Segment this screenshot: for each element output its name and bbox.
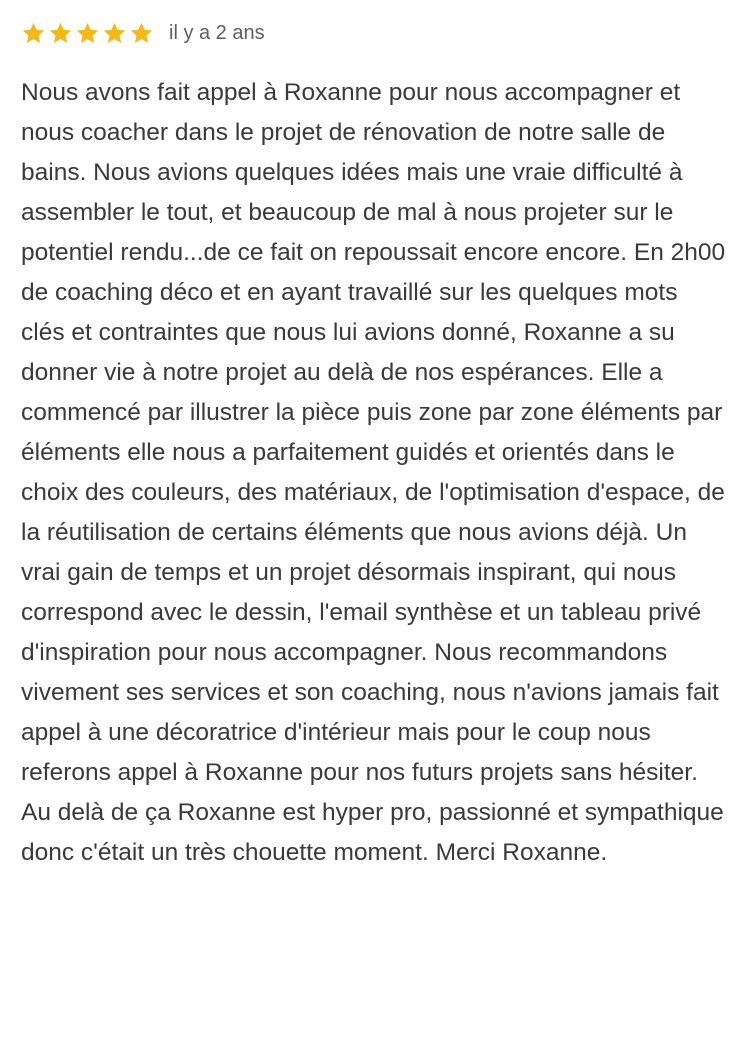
star-icon <box>21 21 46 46</box>
star-icon <box>75 21 100 46</box>
review-date: il y a 2 ans <box>169 22 265 44</box>
star-rating <box>21 21 154 46</box>
star-icon <box>129 21 154 46</box>
review-card <box>0 18 736 1064</box>
star-icon <box>102 21 127 46</box>
review-header <box>21 18 724 48</box>
star-icon <box>48 21 73 46</box>
review-text: Nous avons fait appel à Roxanne pour nous accompagner et nous coacher dans le projet de rénovation de notre salle de bains. Nous avions quelques idées mais une vraie difficulté à assembler le tout, et beaucoup de mal à nous projeter sur le potentiel rendu...de ce fait on repoussait encore encore. En 2h00 de coaching déco et en ayant travaillé sur les quelques mots clés et contraintes que nous lui avions donné, Roxanne a su donner vie à notre projet au delà de nos espérances. Elle a commencé par illustrer la pièce puis zone par zone éléments par éléments elle nous a parfaitement guidés et orientés dans le choix des couleurs, des matériaux, de l'optimisation d'espace, de la réutilisation de certains éléments que nous avions déjà. Un vrai gain de temps et un projet désormais inspirant, qui nous correspond avec le dessin, l'email synthèse et un tableau privé d'inspiration pour nous accompagner. Nous recommandons vivement ses services et son coaching, nous n'avions jamais fait appel à une décoratrice d'intérieur mais pour le coup nous referons appel à Roxanne pour nos futurs projets sans hésiter. Au delà de ça Roxanne est hyper pro, passionné et sympathique donc c'était un très chouette moment. Merci Roxanne. <box>21 79 726 866</box>
